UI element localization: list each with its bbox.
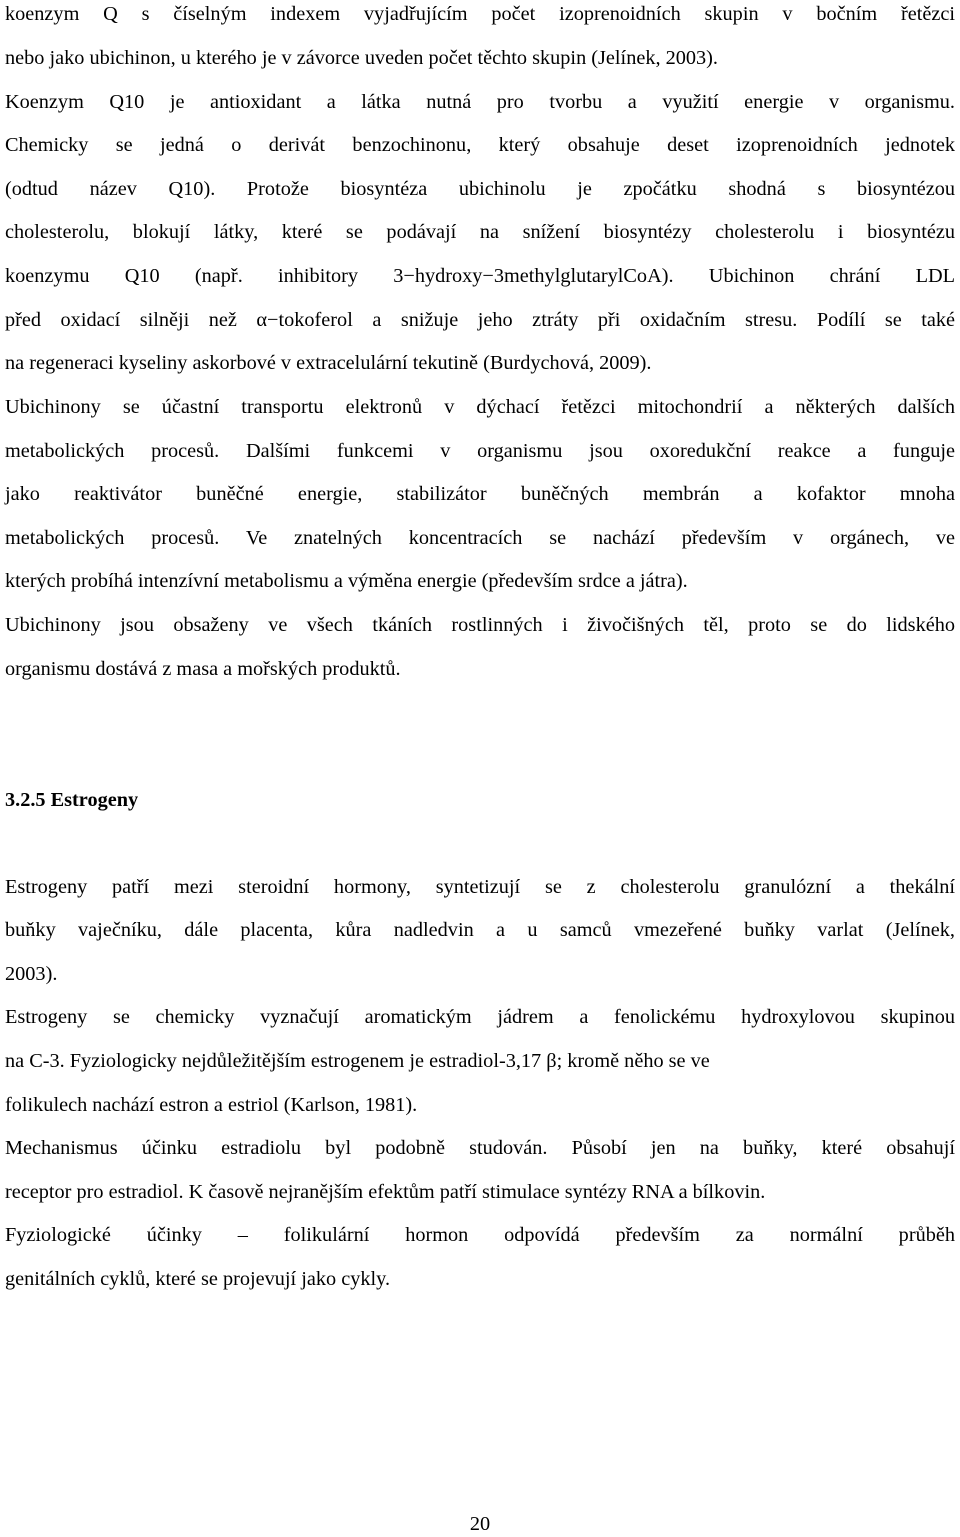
text-line: na regeneraci kyseliny askorbové v extracelulární tekutině (Burdychová, 2009). xyxy=(5,352,652,374)
text-line: metabolických procesů. Dalšími funkcemi v organismu jsou oxoredukční reakce a funguje xyxy=(5,440,955,462)
text-line: organismu dostává z masa a mořských produktů. xyxy=(5,658,401,680)
text-line: Koenzym Q10 je antioxidant a látka nutná pro tvorbu a využití energie v organismu. xyxy=(5,91,955,113)
text-line: folikulech nachází estron a estriol (Karlson, 1981). xyxy=(5,1094,418,1116)
text-line: Ubichinony se účastní transportu elektronů v dýchací řetězci mitochondrií a některých dalších xyxy=(5,396,955,418)
text-line: Mechanismus účinku estradiolu byl podobně studován. Působí jen na buňky, které obsahují xyxy=(5,1137,955,1159)
text-line: cholesterolu, blokují látky, které se podávají na snížení biosyntézy cholesterolu i biosyntézu xyxy=(5,221,955,243)
text-line: Chemicky se jedná o derivát benzochinonu, který obsahuje deset izoprenoidních jednotek xyxy=(5,134,955,156)
text-line: před oxidací silněji než α−tokoferol a snižuje jeho ztráty při oxidačním stresu. Podílí se také xyxy=(5,309,955,331)
page-number: 20 xyxy=(469,1513,491,1535)
text-line: metabolických procesů. Ve znatelných koncentracích se nachází především v orgánech, ve xyxy=(5,527,955,549)
text-line: 2003). xyxy=(5,963,58,985)
text-line: na C-3. Fyziologicky nejdůležitějším estrogenem je estradiol-3,17 β; kromě něho se ve xyxy=(5,1050,710,1072)
text-line: nebo jako ubichinon, u kterého je v závorce uveden počet těchto skupin (Jelínek, 2003). xyxy=(5,47,719,69)
text-line: receptor pro estradiol. K časově nejranějším efektům patří stimulace syntézy RNA a bílkovin. xyxy=(5,1181,766,1203)
text-line: Fyziologické účinky – folikulární hormon odpovídá především za normální průběh xyxy=(5,1224,955,1246)
text-line: koenzymu Q10 (např. inhibitory 3−hydroxy−3methylglutarylCoA). Ubichinon chrání LDL xyxy=(5,265,955,287)
text-line: buňky vaječníku, dále placenta, kůra nadledvin a u samců vmezeřené buňky varlat (Jelínek, xyxy=(5,919,955,941)
text-line: jako reaktivátor buněčné energie, stabilizátor buněčných membrán a kofaktor mnoha xyxy=(5,483,955,505)
text-line: Estrogeny se chemicky vyznačují aromatickým jádrem a fenolickému hydroxylovou skupinou xyxy=(5,1006,955,1028)
text-line: Estrogeny patří mezi steroidní hormony, syntetizují se z cholesterolu granulózní a thekální xyxy=(5,876,955,898)
text-line: kterých probíhá intenzívní metabolismu a výměna energie (především srdce a játra). xyxy=(5,570,688,592)
section-heading: 3.2.5 Estrogeny xyxy=(5,789,139,811)
text-line: Ubichinony jsou obsaženy ve všech tkáních rostlinných i živočišných těl, proto se do lidského xyxy=(5,614,955,636)
text-line: genitálních cyklů, které se projevují jako cykly. xyxy=(5,1268,391,1290)
text-line: (odtud název Q10). Protože biosyntéza ubichinolu je zpočátku shodná s biosyntézou xyxy=(5,178,955,200)
text-line: koenzym Q s číselným indexem vyjadřujícím počet izoprenoidních skupin v bočním řetězci xyxy=(5,3,955,25)
